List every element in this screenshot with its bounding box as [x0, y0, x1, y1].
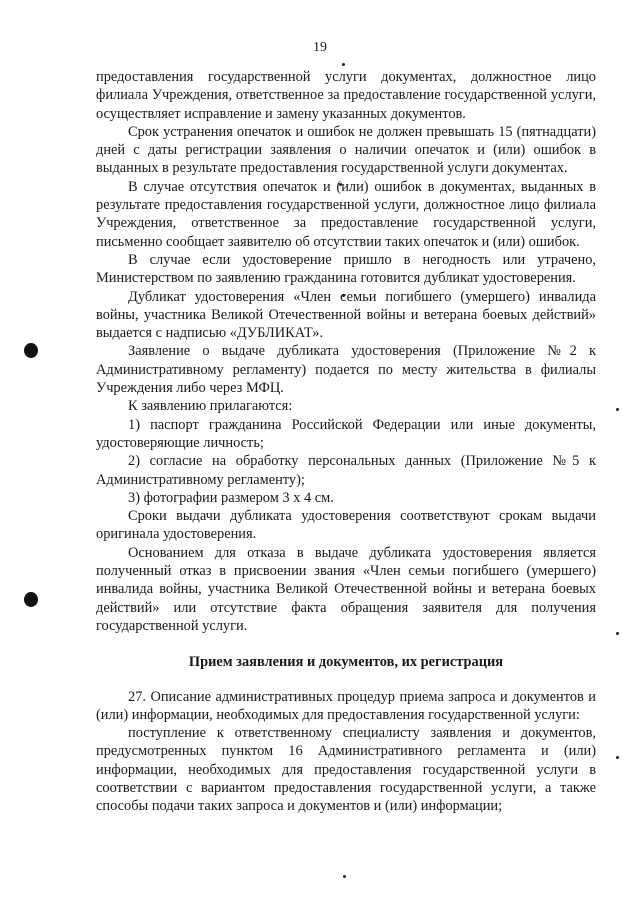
body-text	[96, 68, 596, 816]
paragraph: В случае отсутствия опечаток и (или) ошибок в документах, выданных в результате предоставления государственной услуги, должностное лицо филиала Учреждения, ответственное за предоставление государственной услуги, письменно сообщает заявителю об отсутствии таких опечаток и (или) ошибок.	[96, 178, 596, 250]
paragraph: Основанием для отказа в выдаче дубликата удостоверения является полученный отказ в присвоении звания «Член семьи погибшего (умершего) инвалида войны, участника Великой Отечественной войны и ветерана боевых действий» или отсутствие факта обращения заявителя для получения государственной услуги.	[96, 544, 596, 634]
paragraph: 27. Описание административных процедур приема запроса и документов и (или) информации, необходимых для предоставления государственной услуги:	[96, 688, 596, 723]
list-item: 3) фотографии размером 3 х 4 см.	[128, 489, 334, 506]
paragraph: Сроки выдачи дубликата удостоверения соответствуют срокам выдачи оригинала удостоверения.	[96, 508, 596, 543]
scan-speck	[616, 408, 619, 411]
section-heading: Прием заявления и документов, их регистрация	[188, 654, 504, 671]
scan-speck	[342, 63, 345, 66]
list-item: 2) согласие на обработку персональных данных (Приложение №5 к Административному регламенту);	[96, 453, 596, 488]
paragraph: К заявлению прилагаются:	[128, 398, 293, 415]
punch-hole	[24, 343, 38, 358]
scan-speck	[343, 875, 346, 878]
page-number: 19	[313, 40, 327, 55]
punch-hole	[24, 592, 38, 607]
paragraph: Заявление о выдаче дубликата удостоверения (Приложение №2 к Административному регламенту) подается по месту жительства в филиалы Учреждения либо через МФЦ.	[96, 343, 596, 397]
list-item: 1) паспорт гражданина Российской Федерации или иные документы, удостоверяющие личность;	[96, 416, 596, 451]
scan-speck	[616, 632, 619, 635]
paragraph: предоставления государственной услуги документах, должностное лицо филиала Учреждения, ответственное за предоставление государственной услуги, осуществляет исправление и замену указанных документов.	[96, 69, 596, 122]
scan-speck	[616, 756, 619, 759]
paragraph: Дубликат удостоверения «Член семьи погибшего (умершего) инвалида войны, участника Великой Отечественной войны и ветерана боевых действий» выдается с надписью «ДУБЛИКАТ».	[96, 288, 596, 342]
paragraph: Срок устранения опечаток и ошибок не должен превышать 15 (пятнадцати) дней с даты регистрации заявления о наличии опечаток и (или) ошибок в выданных в результате предоставления государственной услуги документах.	[96, 123, 596, 177]
paragraph: В случае если удостоверение пришло в негодность или утрачено, Министерством по заявлению гражданина готовится дубликат удостоверения.	[96, 251, 596, 287]
paragraph: поступление к ответственному специалисту заявления и документов, предусмотренных пунктом 16 Административного регламента и (или) информации, необходимых для предоставления государственной услуги в соответствии с вариантом предоставления государственной услуги, а также способы подачи таких запроса и документов и (или) информации;	[96, 725, 596, 815]
